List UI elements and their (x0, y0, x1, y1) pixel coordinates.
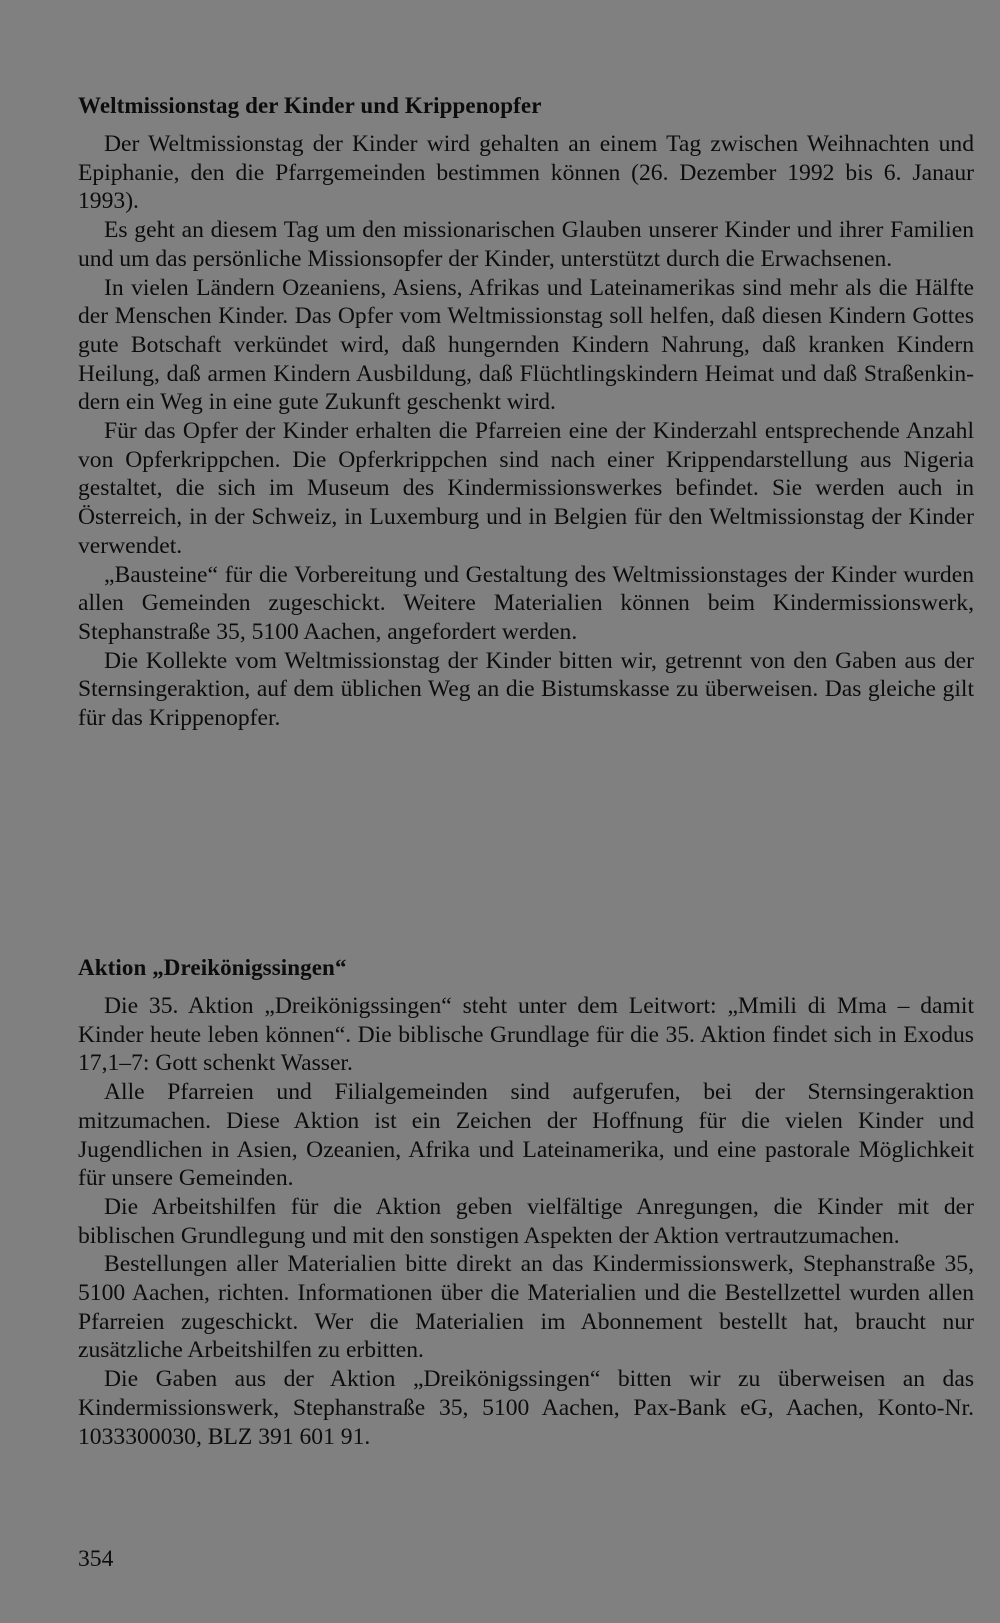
paragraph: Alle Pfarreien und Filialgemeinden sind aufgerufen, bei der Sternsingeraktion mitzumachen. Diese Aktion ist ein Zeichen der Hoffnung für die vielen Kinder und Jugendlichen in Asien, Ozeanien, Afrika und Lateinamerika, und eine pastorale Möglichkeit für unsere Gemeinden. (78, 1079, 974, 1192)
paragraph: Die Gaben aus der Aktion „Dreikönigssingen“ bitten wir zu überweisen an das Kindermissionswerk, Stephanstraße 35, 5100 Aachen, Pax-Bank eG, Aachen, Konto-Nr. 1033300030, BLZ 391 601 91. (78, 1366, 974, 1450)
section-heading: Weltmissionstag der Kinder und Krippenopfer (78, 93, 542, 118)
section-dreikoenigssingen (78, 950, 974, 1451)
paragraph: Es geht an diesem Tag um den missionarischen Glauben unserer Kinder und ihrer Familien und um das persönliche Missionsopfer der Kinder, unterstützt durch die Erwachsenen. (78, 217, 974, 272)
paragraph: Bestellungen aller Materialien bitte direkt an das Kindermissionswerk, Stephanstraße 35, 5100 Aachen, richten. Informationen über die Materialien und die Bestellzettel wurden allen Pfarreien zugeschickt. Wer die Materialien im Abonnement bestellt hat, braucht nur zusätzliche Arbeitshilfen zu erbitten. (78, 1251, 974, 1364)
paragraph: Die 35. Aktion „Dreikönigssingen“ steht unter dem Leitwort: „Mmili di Mma – damit Kinder heute leben können“. Die biblische Grundlage für die 35. Aktion findet sich in Exodus 17,1–7: Gott schenkt Wasser. (78, 993, 974, 1077)
paragraph: „Bausteine“ für die Vorbereitung und Gestaltung des Weltmissionstages der Kinder wurden allen Gemeinden zugeschickt. Weitere Materialien können beim Kindermissionswerk, Stephanstraße 35, 5100 Aachen, angefordert werden. (78, 561, 974, 645)
paragraph: Die Arbeitshilfen für die Aktion geben vielfältige Anregungen, die Kinder mit der biblischen Grundlegung und mit den sonstigen Aspekten der Aktion vertrautzumachen. (78, 1193, 974, 1249)
section-weltmissionstag (78, 88, 974, 733)
paragraph: Die Kollekte vom Weltmissionstag der Kinder bitten wir, getrennt von den Gaben aus der Sternsingeraktion, auf dem üblichen Weg an die Bistumskasse zu überweisen. Das gleiche gilt für das Krippenopfer. (78, 647, 974, 732)
section-heading: Aktion „Dreikönigssingen“ (78, 955, 347, 980)
paragraph: Für das Opfer der Kinder erhalten die Pfarreien eine der Kinderzahl entsprechende Anzahl von Opferkrippchen. Die Opferkrippchen sind nach einer Krippendarstellung aus Nigeria gestaltet, die sich im Museum des Kindermissionswerkes befindet. Sie werden auch in Österreich, in der Schweiz, in Luxemburg und in Belgien für den Weltmissionstag der Kinder verwendet. (78, 418, 974, 559)
paragraph: In vielen Ländern Ozeaniens, Asiens, Afrikas und Lateinamerikas sind mehr als die Hälfte der Menschen Kinder. Das Opfer vom Weltmissionstag soll helfen, daß diesen Kindern Gottes gute Botschaft verkündet wird, daß hungernden Kindern Nahrung, daß kranken Kindern Heilung, daß armen Kindern Ausbildung, daß Flüchtlingskindern Heimat und daß Straßenkindern ein Weg in eine gute Zukunft geschenkt wird. (78, 274, 974, 416)
paragraph: Der Weltmissionstag der Kinder wird gehalten an einem Tag zwischen Weihnachten und Epiphanie, den die Pfarrgemeinden bestimmen können (26. Dezember 1992 bis 6. Janaur 1993). (78, 131, 974, 215)
page-number: 354 (78, 1546, 114, 1572)
